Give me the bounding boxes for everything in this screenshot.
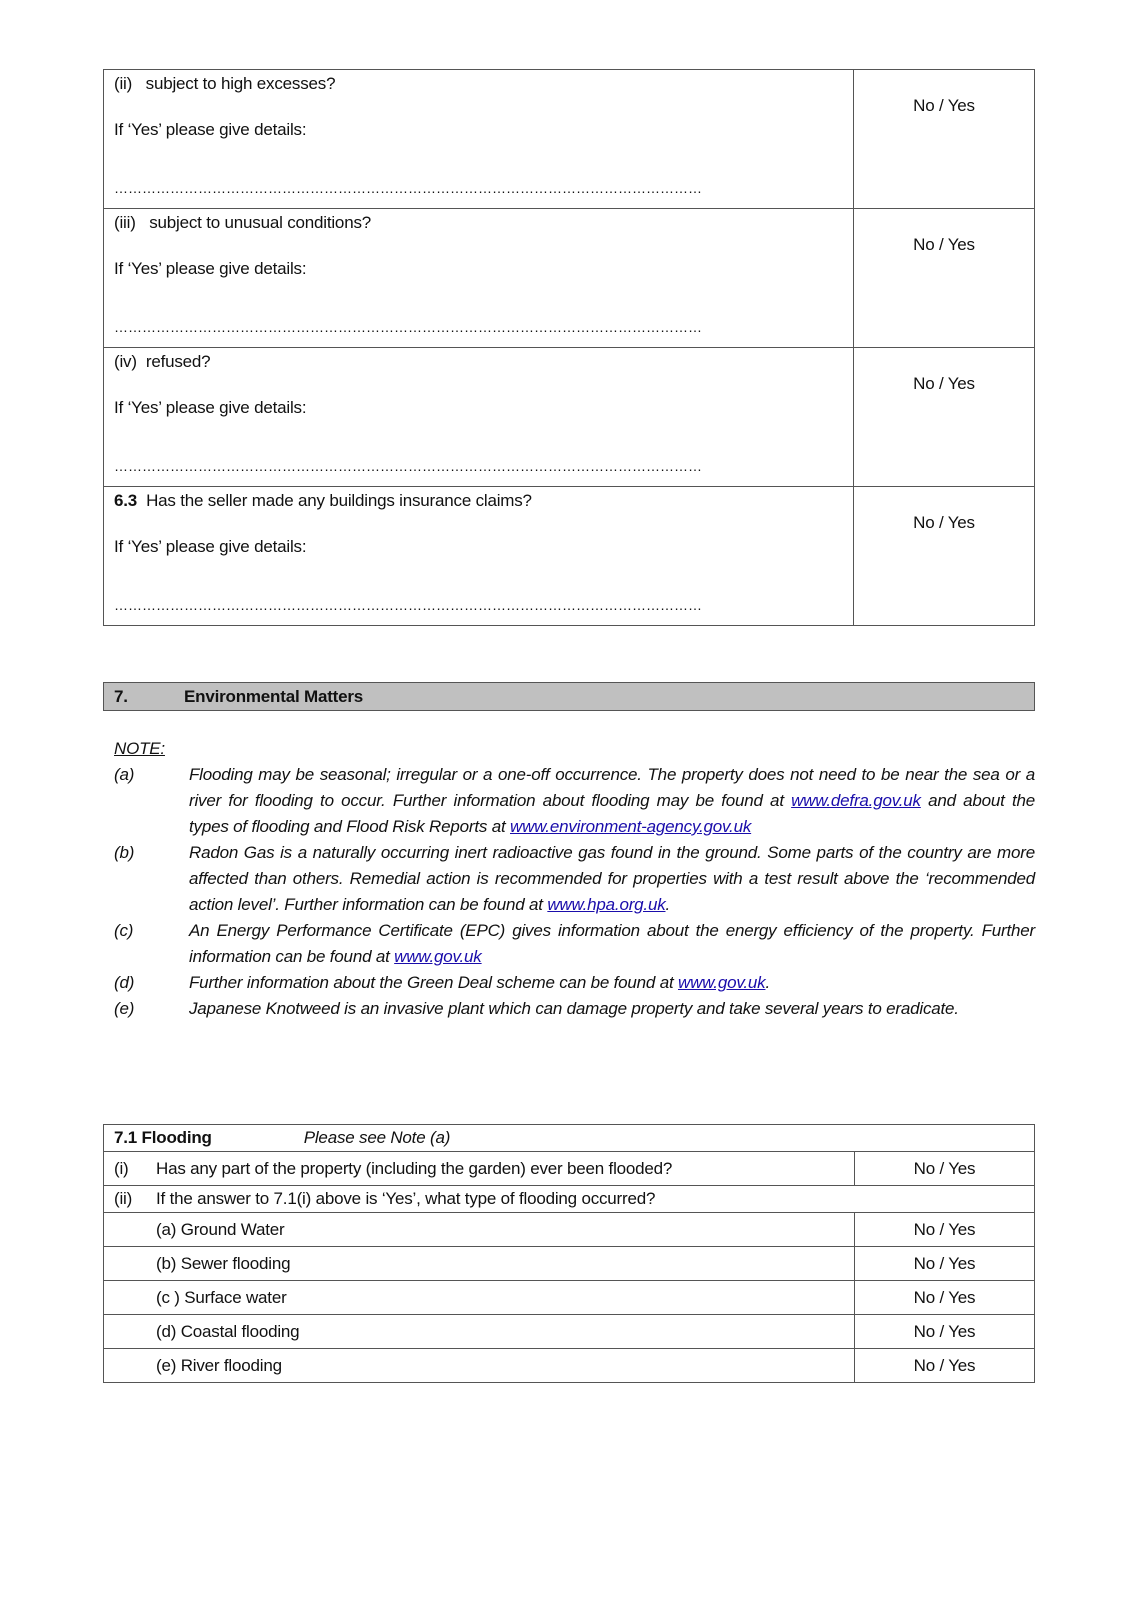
flood-type: (b) Sewer flooding xyxy=(104,1247,855,1281)
question-label: (i) xyxy=(114,1158,129,1178)
answer-cell[interactable]: No / Yes xyxy=(854,70,1035,209)
note-d xyxy=(114,970,1035,996)
section-title: Environmental Matters xyxy=(184,687,364,706)
note-reference: Please see Note (a) xyxy=(303,1128,451,1147)
table-row xyxy=(104,1281,1035,1315)
note-c xyxy=(114,918,1035,970)
answer-cell[interactable]: No / Yes xyxy=(855,1349,1035,1383)
answer-cell[interactable]: No / Yes xyxy=(854,209,1035,348)
question-cell xyxy=(104,487,854,626)
note-text-part: Flooding may be seasonal; irregular or a one-off occurrence. The property does not need to be near the sea or a river for flooding to occur. Further information about flooding may be found at xyxy=(189,765,1035,810)
table-row xyxy=(104,1213,1035,1247)
table-row xyxy=(104,1315,1035,1349)
question-label: (ii) xyxy=(114,74,133,93)
question-cell xyxy=(104,70,854,209)
note-text: Japanese Knotweed is an invasive plant which can damage property and take several years to eradicate. xyxy=(189,999,959,1018)
question-text: refused? xyxy=(145,352,211,371)
question-text: subject to high excesses? xyxy=(145,74,336,93)
table-row xyxy=(104,1186,1035,1213)
table-row xyxy=(104,70,1035,209)
section-number: 7. xyxy=(114,687,128,706)
question-cell xyxy=(104,209,854,348)
flood-type: (a) Ground Water xyxy=(104,1213,855,1247)
table-row xyxy=(104,348,1035,487)
question-label: (iv) xyxy=(114,352,137,371)
table-row xyxy=(104,1247,1035,1281)
flood-type: (e) River flooding xyxy=(104,1349,855,1383)
answer-cell[interactable]: No / Yes xyxy=(854,348,1035,487)
answer-cell[interactable]: No / Yes xyxy=(855,1315,1035,1349)
question-label: (iii) xyxy=(114,213,136,232)
question-label: (ii) xyxy=(114,1189,133,1208)
answer-cell[interactable]: No / Yes xyxy=(855,1247,1035,1281)
flood-type: (d) Coastal flooding xyxy=(104,1315,855,1349)
hpa-link[interactable]: www.hpa.org.uk xyxy=(547,895,666,914)
details-prompt: If ‘Yes’ please give details: xyxy=(114,120,307,139)
table-row xyxy=(104,1152,1035,1186)
flooding-table xyxy=(103,1124,1035,1383)
note-label: (d) xyxy=(114,973,135,992)
answer-cell[interactable]: No / Yes xyxy=(855,1152,1035,1186)
insurance-questions-table xyxy=(103,69,1035,626)
note-text xyxy=(189,970,1035,996)
details-prompt: If ‘Yes’ please give details: xyxy=(114,537,307,556)
note-text xyxy=(189,762,1035,840)
note-text xyxy=(189,840,1035,918)
question-text: Has any part of the property (including the garden) ever been flooded? xyxy=(156,1158,673,1178)
note-text-part: An Energy Performance Certificate (EPC) gives information about the energy efficiency of the property. Further information can be found at xyxy=(189,921,1035,966)
answer-cell[interactable]: No / Yes xyxy=(854,487,1035,626)
table-row xyxy=(104,1125,1035,1152)
environment-agency-link[interactable]: www.environment-agency.gov.uk xyxy=(510,817,752,836)
details-prompt: If ‘Yes’ please give details: xyxy=(114,398,307,417)
details-field[interactable]: ……………………………………………………………………………………………………………… xyxy=(114,319,702,335)
section-header xyxy=(103,682,1035,711)
gov-link[interactable]: www.gov.uk xyxy=(678,973,766,992)
answer-cell[interactable]: No / Yes xyxy=(855,1213,1035,1247)
question-text: If the answer to 7.1(i) above is ‘Yes’, what type of flooding occurred? xyxy=(156,1189,656,1208)
note-text-part: Further information about the Green Deal scheme can be found at xyxy=(189,973,678,992)
table-row xyxy=(104,487,1035,626)
table-row xyxy=(104,1349,1035,1383)
flooding-title: 7.1 Flooding xyxy=(114,1128,212,1147)
note-label: (c) xyxy=(114,921,134,940)
question-label: 6.3 xyxy=(114,491,138,510)
notes-heading: NOTE: xyxy=(114,739,165,758)
note-text-part: and about the types of flooding and Flood Risk Reports at xyxy=(189,791,1035,836)
note-label: (a) xyxy=(114,765,135,784)
note-label: (e) xyxy=(114,999,135,1018)
details-field[interactable]: ……………………………………………………………………………………………………………… xyxy=(114,180,702,196)
question-text: subject to unusual conditions? xyxy=(149,213,371,232)
question-text: Has the seller made any buildings insurance claims? xyxy=(146,491,532,510)
defra-link[interactable]: www.defra.gov.uk xyxy=(791,791,921,810)
answer-cell[interactable]: No / Yes xyxy=(855,1281,1035,1315)
flooding-header xyxy=(104,1125,1035,1152)
details-field[interactable]: ……………………………………………………………………………………………………………… xyxy=(114,597,702,613)
note-text-part: Radon Gas is a naturally occurring inert radioactive gas found in the ground. Some parts of the country are more affected than others. Remedial action is recommended for properties with a test result above the ‘recommended action level’. Further information can be found at xyxy=(189,843,1035,914)
notes xyxy=(114,736,1035,1022)
note-a xyxy=(114,762,1035,840)
flood-type: (c ) Surface water xyxy=(104,1281,855,1315)
note-text-part: . xyxy=(665,895,671,914)
note-text-part: . xyxy=(765,973,770,992)
note-b xyxy=(114,840,1035,918)
note-e xyxy=(114,996,1035,1022)
note-text xyxy=(189,918,1035,970)
question-cell xyxy=(104,1152,855,1186)
question-cell xyxy=(104,348,854,487)
details-prompt: If ‘Yes’ please give details: xyxy=(114,259,307,278)
details-field[interactable]: ……………………………………………………………………………………………………………… xyxy=(114,458,702,474)
question-cell xyxy=(104,1186,1035,1213)
gov-link[interactable]: www.gov.uk xyxy=(394,947,482,966)
table-row xyxy=(104,209,1035,348)
note-label: (b) xyxy=(114,843,135,862)
